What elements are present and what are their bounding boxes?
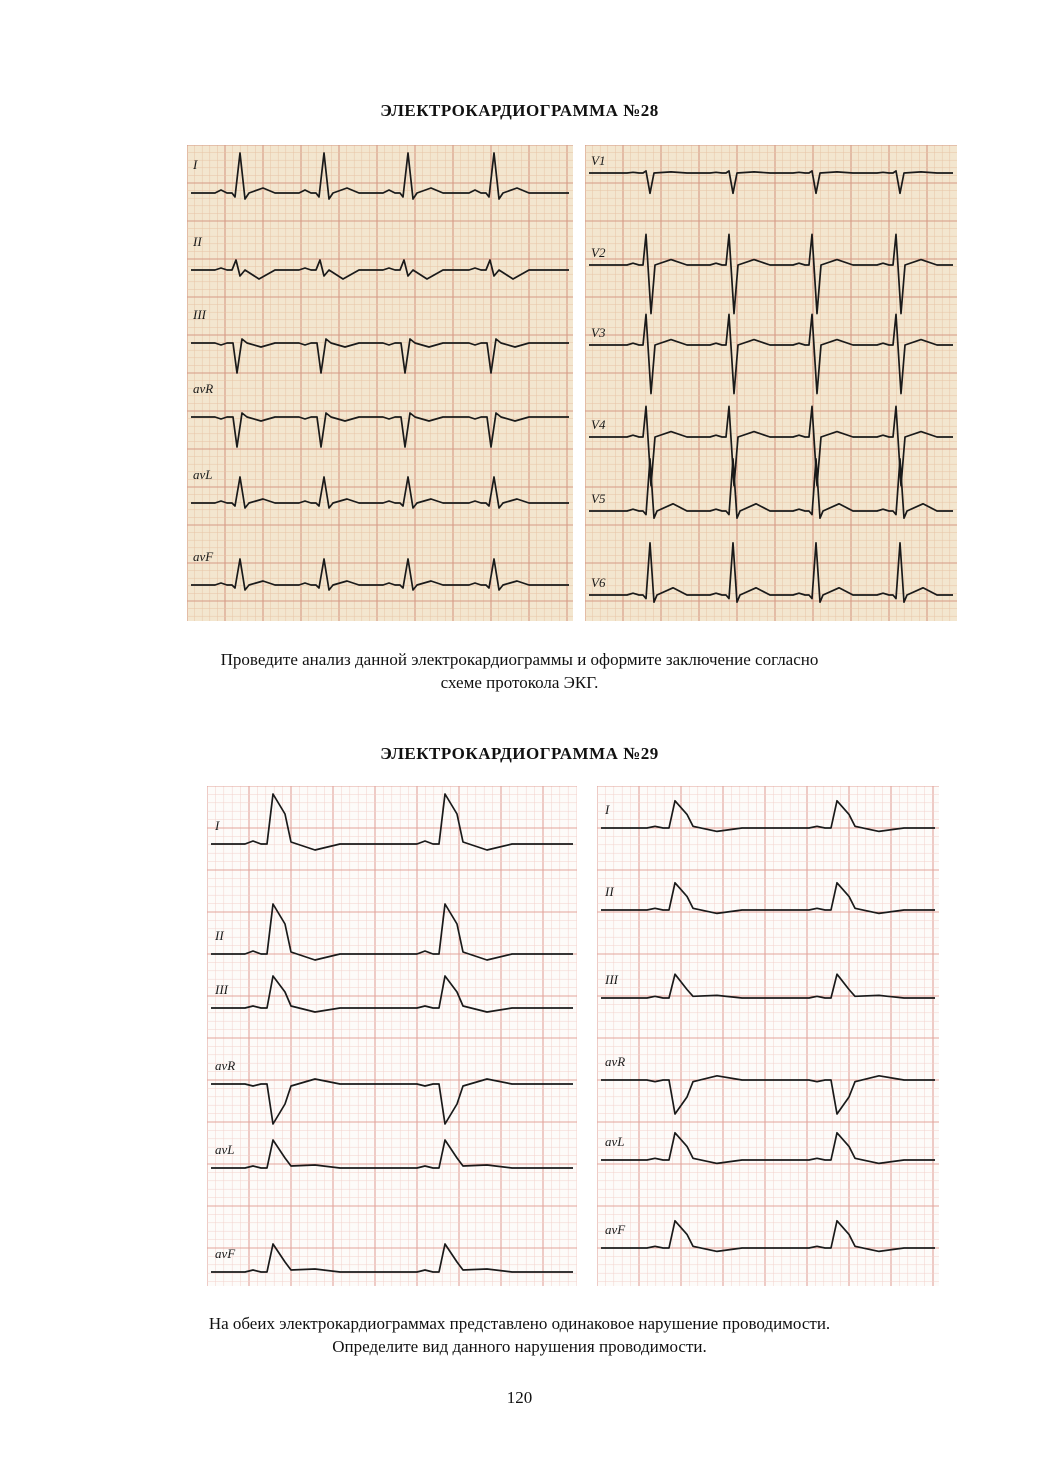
ecg29-title: ЭЛЕКТРОКАРДИОГРАММА №29 [380,744,659,763]
ecg28-right-lead-label-1: V1 [591,153,606,168]
ecg28-right-lead-label-2: V2 [591,245,606,260]
ecg28-left-lead-label-2: II [193,234,202,249]
ecg28-caption [0,648,1039,694]
ecg28-left-lead-label-3: III [193,307,206,322]
ecg29-caption-line1: На обеих электрокардиограммах представлено одинаковое нарушение проводимости. [208,1314,831,1333]
ecg29-right-lead-label-5: avL [605,1134,625,1149]
ecg29-right-lead-label-4: avR [605,1054,626,1069]
ecg28-right-lead-label-5: V5 [591,491,606,506]
ecg28-right-lead-label-3: V3 [591,325,606,340]
ecg28-right-lead-label-6: V6 [591,575,606,590]
ecg28-left-lead-label-5: avL [193,467,213,482]
ecg29-left-lead-label-5: avL [215,1142,235,1157]
ecg29-right-lead-label-3: III [605,972,618,987]
ecg29-left-lead-label-3: III [215,982,228,997]
ecg28-caption-line2: схеме протокола ЭКГ. [440,673,599,692]
ecg29-left-lead-label-6: avF [215,1246,236,1261]
ecg29-right-lead-label-2: II [605,884,614,899]
ecg29-right-grid [597,786,939,1286]
ecg29-left-lead-label-2: II [215,928,224,943]
ecg28-left-grid [187,145,573,621]
ecg28-right-panel [585,145,957,621]
ecg29-right-lead-label-1: I [605,802,610,817]
ecg29-caption-line2: Определите вид данного нарушения проводимости. [332,1337,707,1356]
ecg29-right-panel [597,786,939,1286]
ecg28-right-lead-label-4: V4 [591,417,606,432]
ecg29-right-lead-label-6: avF [605,1222,626,1237]
ecg28-left-lead-label-1: I [193,157,198,172]
ecg28-title: ЭЛЕКТРОКАРДИОГРАММА №28 [380,101,659,120]
ecg28-left-panel [187,145,573,621]
page-number: 120 [506,1388,533,1407]
ecg29-left-lead-label-4: avR [215,1058,236,1073]
ecg28-left-lead-label-6: avF [193,549,214,564]
ecg29-left-grid [207,786,577,1286]
ecg29-left-lead-label-1: I [215,818,220,833]
ecg28-left-lead-label-4: avR [193,381,214,396]
ecg29-left-panel [207,786,577,1286]
ecg28-caption-line1: Проведите анализ данной электрокардиограммы и оформите заключение согласно [220,650,819,669]
ecg29-caption [0,1312,1039,1358]
